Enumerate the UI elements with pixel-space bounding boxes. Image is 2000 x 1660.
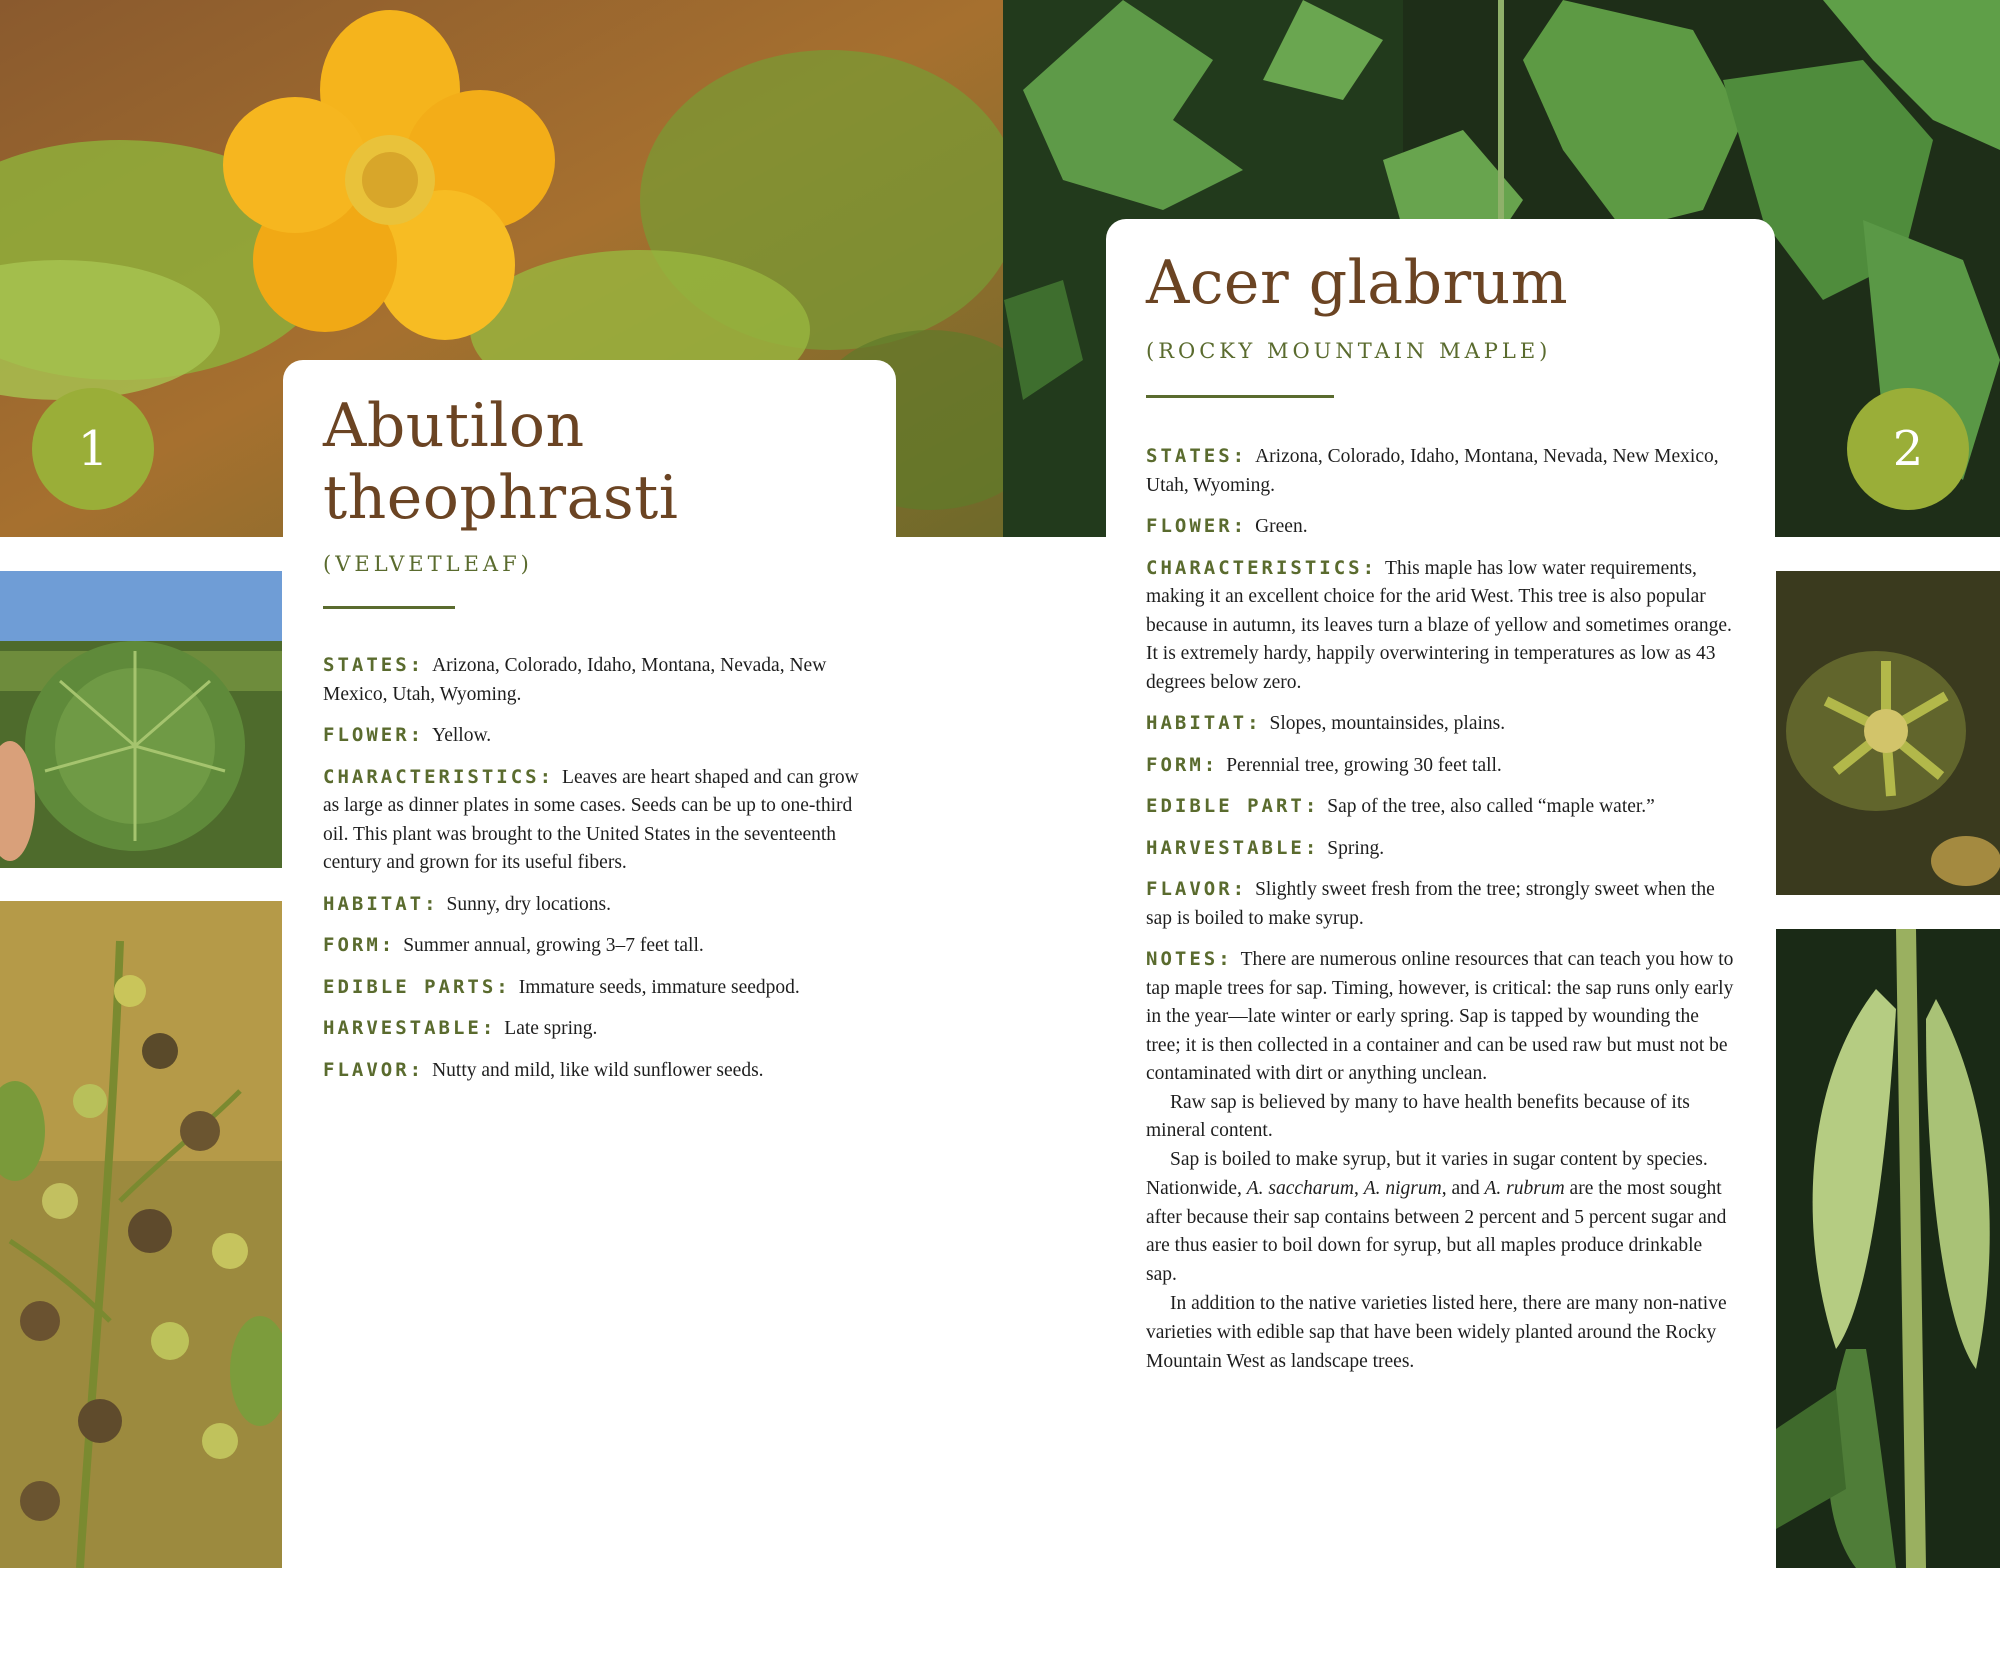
field-habitat (1146, 709, 1736, 739)
notes-continuation (1146, 1089, 1736, 1377)
maple-flowers-photo (1776, 571, 2000, 895)
field-flavor (323, 1056, 863, 1086)
field-states (323, 651, 863, 709)
species-name: A. nigrum (1363, 1177, 1442, 1199)
entry-number-badge-1: 1 (32, 388, 154, 510)
maple-samaras-photo (1776, 929, 2000, 1568)
notes-paragraph: In addition to the native varieties listed here, there are many non-native varieties with edible sap that have been widely planted around the Rocky Mountain West as landscape trees. (1146, 1293, 1727, 1372)
field-label: HABITAT: (1146, 712, 1262, 734)
field-text: Immature seeds, immature seedpod. (518, 976, 800, 998)
field-label: CHARACTERISTICS: (323, 765, 555, 788)
field-text: Nutty and mild, like wild sunflower seeds. (432, 1059, 764, 1081)
field-text: Summer annual, growing 3–7 feet tall. (403, 935, 704, 956)
field-label: HARVESTABLE: (323, 1017, 497, 1039)
field-text: Yellow. (432, 725, 492, 746)
species-name: A. rubrum (1484, 1177, 1565, 1199)
field-habitat (323, 890, 863, 920)
field-label: FLAVOR: (1146, 878, 1248, 900)
field-label: EDIBLE PART: (1146, 795, 1320, 817)
velvetleaf-leaf-photo (0, 571, 282, 868)
field-label: STATES: (323, 654, 425, 676)
field-text: Spring. (1327, 837, 1385, 859)
field-flower (1146, 512, 1736, 542)
field-states (1146, 442, 1736, 500)
field-list (1146, 442, 1736, 1089)
field-label: HABITAT: (323, 892, 439, 915)
field-label: STATES: (1146, 445, 1248, 467)
field-text: Arizona, Colorado, Idaho, Montana, Nevada, New Mexico, Utah, Wyoming. (323, 655, 827, 705)
field-notes (1146, 945, 1736, 1089)
species-title-line1: Abutilon (323, 391, 585, 461)
entry-card-velvetleaf (283, 360, 896, 1568)
title-divider (323, 606, 455, 609)
species-name: A. saccharum (1246, 1177, 1354, 1199)
field-label: FORM: (1146, 753, 1219, 776)
field-text: Sap of the tree, also called “maple water.” (1327, 796, 1655, 817)
notes-paragraph: Raw sap is believed by many to have health benefits because of its mineral content. (1146, 1091, 1690, 1142)
field-harvestable (323, 1014, 863, 1044)
field-label: CHARACTERISTICS: (1146, 556, 1378, 579)
entry-number-badge-2: 2 (1847, 388, 1969, 510)
common-name: (ROCKY MOUNTAIN MAPLE) (1146, 339, 1552, 363)
field-text: Slopes, mountainsides, plains. (1269, 713, 1506, 734)
species-title: Acer glabrum (1146, 248, 1569, 318)
field-text: Leaves are heart shaped and can grow as large as dinner plates in some cases. Seeds can be up to one-third oil. This plant was brought to the United States in the seventeenth century and grown for its useful fibers. (323, 766, 859, 873)
field-text: This maple has low water requirements, making it an excellent choice for the arid West. This tree is also popular because in autumn, its leaves turn a blaze of yellow and sometimes orange. It is extremely hardy, happily overwintering in temperatures as low as 43 degrees below zero. (1146, 557, 1732, 693)
field-characteristics (323, 763, 863, 878)
field-list (323, 651, 863, 1085)
field-characteristics (1146, 554, 1736, 698)
field-text: There are numerous online resources that can teach you how to tap maple trees for sap. Timing, however, is critical: the sap runs only early in the year—late winter or early spring. Sap is tapped by wounding the tree; it is then collected in a container and can be used raw but must not be contaminated with dirt or anything unclean. (1146, 949, 1734, 1084)
field-text: Slightly sweet fresh from the tree; strongly sweet when the sap is boiled to make syrup. (1146, 879, 1715, 929)
notes-paragraph: Sap is boiled to make syrup, but it varies in sugar content by species. Nationwide, A. saccharum, A. nigrum, and A. rubrum are the most sought after because their sap contains between 2 percent and 5 percent sugar and are thus easier to boil down for syrup, but all maples produce drinkable sap. (1146, 1149, 1727, 1286)
field-edible-parts (323, 973, 863, 1003)
field-edible-part (1146, 792, 1736, 822)
field-text: Green. (1255, 516, 1308, 537)
field-form (323, 931, 863, 961)
field-label: FLAVOR: (323, 1058, 425, 1081)
field-flower (323, 721, 863, 751)
field-text: Perennial tree, growing 30 feet tall. (1226, 754, 1502, 776)
field-text: Late spring. (504, 1018, 598, 1039)
common-name: (VELVETLEAF) (323, 552, 533, 576)
title-divider (1146, 395, 1334, 398)
field-label: FLOWER: (1146, 515, 1248, 537)
field-label: FLOWER: (323, 724, 425, 746)
field-label: HARVESTABLE: (1146, 836, 1320, 859)
field-flavor (1146, 875, 1736, 933)
field-label: NOTES: (1146, 948, 1233, 970)
species-title-line2: theophrasti (323, 463, 679, 533)
entry-card-rocky-mountain-maple (1106, 219, 1775, 1568)
field-harvestable (1146, 834, 1736, 864)
field-text: Arizona, Colorado, Idaho, Montana, Nevada, New Mexico, Utah, Wyoming. (1146, 446, 1719, 496)
velvetleaf-plant-photo (0, 901, 282, 1568)
species-title (323, 390, 856, 534)
field-form (1146, 751, 1736, 781)
field-text: Sunny, dry locations. (446, 893, 611, 915)
field-label: FORM: (323, 934, 396, 956)
field-label: EDIBLE PARTS: (323, 975, 511, 998)
